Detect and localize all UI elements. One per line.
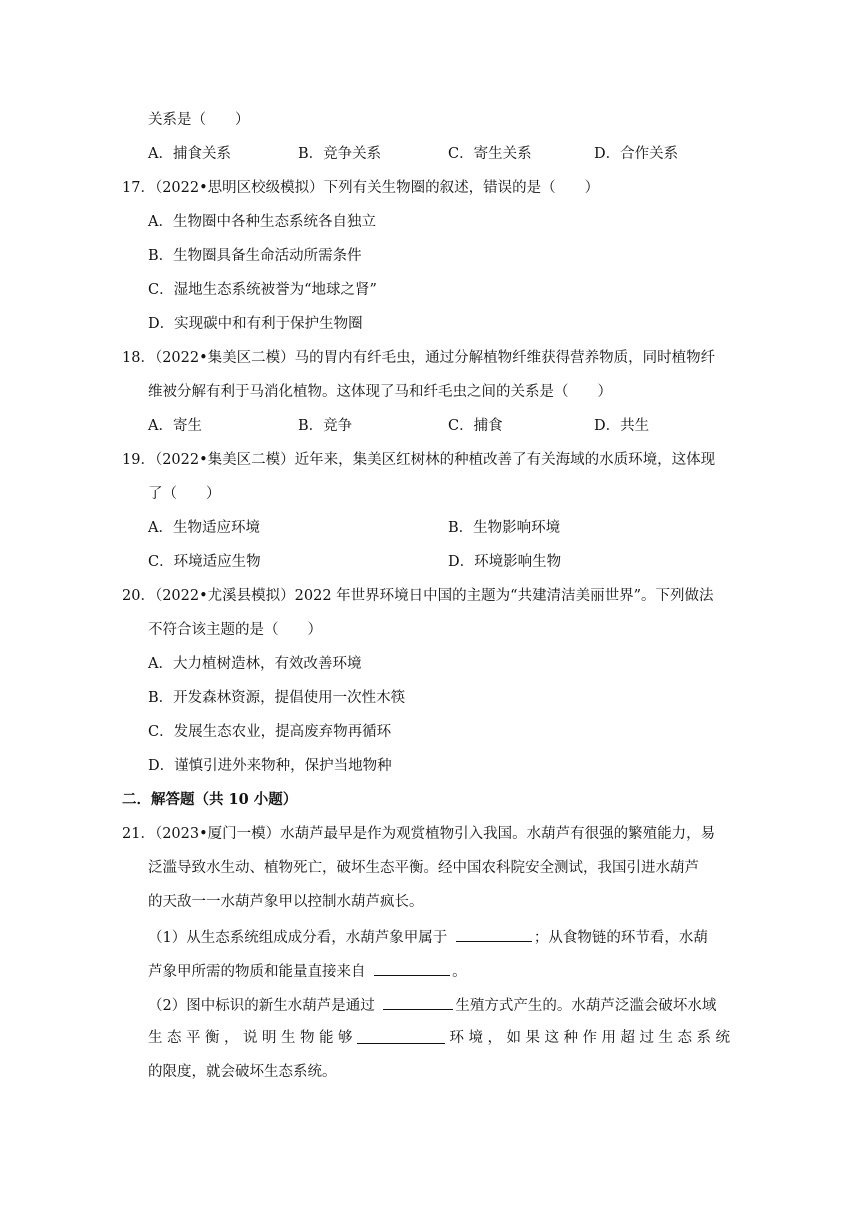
q21-part2-word: 超 [620, 1030, 635, 1046]
q17-option-d: D．实现碳中和有利于保护生物圈 [148, 316, 363, 332]
q21-part2-blank2[interactable] [357, 1028, 445, 1044]
q20-stem-line2: 不符合该主题的是（ ） [148, 622, 322, 638]
q21-part2-line1 [148, 994, 716, 1016]
q21-part2-word: 系 [696, 1030, 711, 1046]
q21-part2-word: 种 [563, 1030, 578, 1046]
section2-title: 二．解答题（共 10 小题） [122, 791, 298, 808]
q18-option-d: D．共生 [594, 418, 650, 434]
q19-option-a: A．生物适应环境 [148, 520, 260, 536]
q20-option-b: B．开发森林资源，提倡使用一次性木筷 [148, 690, 406, 706]
q21-stem-line3: 的天敌一一水葫芦象甲以控制水葫芦疯长。 [148, 894, 424, 910]
q21-part2-word: 生 [281, 1030, 296, 1046]
q16-option-c: C．寄生关系 [448, 146, 532, 162]
q21-part1-text-b: ；从食物链的环节看，水葫 [533, 930, 708, 946]
q21-part1-line2 [148, 960, 467, 982]
q17-option-c: C．湿地生态系统被誉为“地球之肾” [148, 282, 377, 298]
q21-stem-line2: 泛滥导致水生动、植物死亡，破坏生态平衡。经中国农科院安全测试，我国引进水葫芦 [148, 860, 699, 876]
q21-part2-word: 生 [658, 1030, 673, 1046]
q16-option-b: B．竞争关系 [298, 146, 382, 162]
q21-part2-line3: 的限度，就会破坏生态系统。 [148, 1064, 337, 1080]
q21-part2-word: 态 [167, 1030, 182, 1046]
q18-option-a: A．寄生 [148, 418, 202, 434]
q21-part2-word: 用 [601, 1030, 616, 1046]
q21-part1-line1 [148, 926, 708, 948]
q21-part2-word: 够 [338, 1030, 353, 1046]
q21-part2-word: 这 [544, 1030, 559, 1046]
q19-stem-line2: 了（ ） [148, 486, 221, 502]
q21-part2-word: 境 [468, 1030, 483, 1046]
q21-stem-line1: 21．（2023•厦门一模）水葫芦最早是作为观赏植物引入我国。水葫芦有很强的繁殖能力，易 [122, 826, 716, 842]
q19-option-d: D．环境影响生物 [448, 554, 562, 570]
q20-stem-line1: 20．（2022•尤溪县模拟）2022 年世界环境日中国的主题为“共建清洁美丽世界”。下列做法 [122, 588, 714, 604]
q21-part2-word: 如 [506, 1030, 521, 1046]
q21-part2-word: 物 [300, 1030, 315, 1046]
q18-stem-line2: 维被分解有利于马消化植物。这体现了马和纤毛虫之间的关系是（ ） [148, 384, 612, 400]
q21-part2-word: 态 [677, 1030, 692, 1046]
q21-part1-text-c: 芦象甲所需的物质和能量直接来自 [148, 964, 366, 980]
q21-part2-word: ， [487, 1030, 502, 1046]
q21-part2-line2 [148, 1028, 730, 1048]
q21-part2-word: 衡 [205, 1030, 220, 1046]
q21-part2-word: 过 [639, 1030, 654, 1046]
q18-stem-line1: 18．（2022•集美区二模）马的胃内有纤毛虫，通过分解植物纤维获得营养物质，同时植物纤 [122, 350, 716, 366]
q21-part2-word: 果 [525, 1030, 540, 1046]
q17-stem: 17．（2022•思明区校级模拟）下列有关生物圈的叙述，错误的是（ ） [122, 180, 600, 196]
q19-option-c: C．环境适应生物 [148, 554, 261, 570]
q16-stem-tail: 关系是（ ） [148, 112, 250, 128]
q21-part2-word: 生 [148, 1030, 163, 1046]
q21-part2-word: 环 [449, 1030, 464, 1046]
q21-part2-word: 明 [262, 1030, 277, 1046]
q17-option-b: B．生物圈具备生命活动所需条件 [148, 248, 362, 264]
q19-stem-line1: 19．（2022•集美区二模）近年来，集美区红树林的种植改善了有关海域的水质环境，这体现 [122, 452, 716, 468]
q19-option-b: B．生物影响环境 [448, 520, 561, 536]
q21-part1-blank2[interactable] [374, 960, 450, 976]
q21-part2-word: 能 [319, 1030, 334, 1046]
q16-option-a: A．捕食关系 [148, 146, 231, 162]
q20-option-d: D．谨慎引进外来物种，保护当地物种 [148, 758, 392, 774]
q21-part2-text-a: （2）图中标识的新生水葫芦是通过 [148, 998, 375, 1014]
q21-part2-word: ， [224, 1030, 239, 1046]
q16-option-d: D．合作关系 [594, 146, 679, 162]
q21-part2-word: 统 [715, 1030, 730, 1046]
q21-part1-blank1[interactable] [456, 926, 532, 942]
q21-part1-text-d: 。 [452, 964, 467, 980]
q21-part2-word: 作 [582, 1030, 597, 1046]
q20-option-c: C．发展生态农业，提高废弃物再循环 [148, 724, 392, 740]
q21-part2-justified [148, 1028, 730, 1048]
q21-part2-blank1[interactable] [383, 994, 453, 1010]
q21-part1-text-a: （1）从生态系统组成成分看，水葫芦象甲属于 [148, 930, 448, 946]
q20-option-a: A．大力植树造林，有效改善环境 [148, 656, 362, 672]
q17-option-a: A．生物圈中各种生态系统各自独立 [148, 214, 376, 230]
q18-option-b: B．竞争 [298, 418, 353, 434]
q21-part2-word: 平 [186, 1030, 201, 1046]
q21-part2-word: 说 [243, 1030, 258, 1046]
q21-part2-text-b: 生殖方式产生的。水葫芦泛滥会破坏水域 [455, 998, 717, 1014]
q18-option-c: C．捕食 [448, 418, 503, 434]
